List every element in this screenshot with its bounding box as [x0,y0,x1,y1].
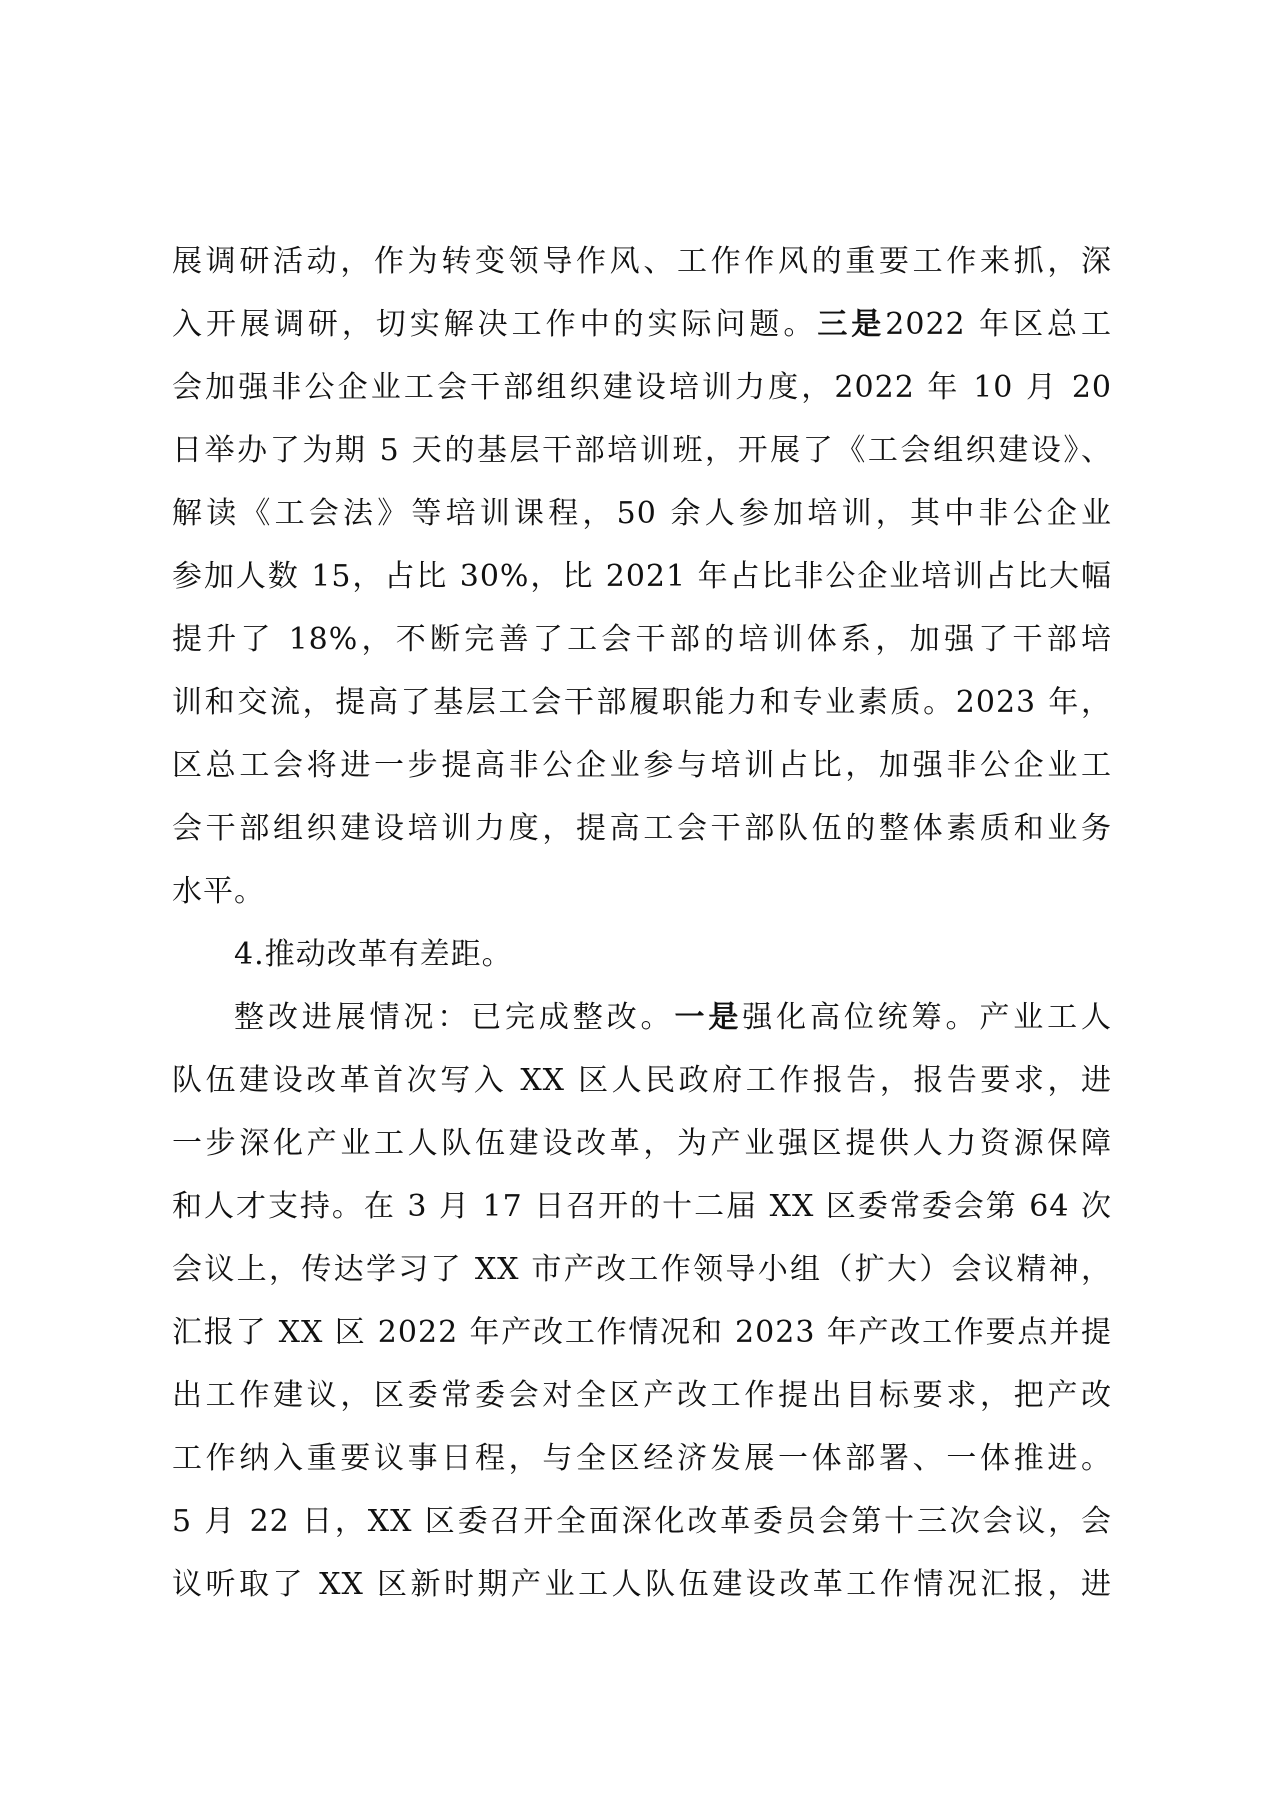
text-line: 会干部组织建设培训力度，提高工会干部队伍的整体素质和业务 [172,811,1112,846]
emphasis-san-shi: 三是 [817,307,886,342]
text-line: 会议上，传达学习了 XX 市产改工作领导小组（扩大）会议精神， [172,1252,1112,1287]
text-line: 水平。 [172,874,265,909]
document-body [172,230,1112,1616]
text-line: 会加强非公企业工会干部组织建设培训力度，2022 年 10 月 20 [172,370,1112,405]
text-line: 汇报了 XX 区 2022 年产改工作情况和 2023 年产改工作要点并提 [172,1315,1112,1350]
text-line: 工作纳入重要议事日程，与全区经济发展一体部署、一体推进。 [172,1441,1112,1476]
text-line: 队伍建设改革首次写入 XX 区人民政府工作报告，报告要求，进 [172,1063,1112,1098]
text-segment: 2022 年区总工 [885,307,1112,342]
text-line: 5 月 22 日，XX 区委召开全面深化改革委员会第十三次会议，会 [172,1504,1112,1539]
text-segment: 入开展调研，切实解决工作中的实际问题。 [172,307,818,342]
text-line: 出工作建议，区委常委会对全区产改工作提出目标要求，把产改 [172,1378,1112,1413]
text-line: 一步深化产业工人队伍建设改革，为产业强区提供人力资源保障 [172,1126,1112,1161]
section-heading-4: 4.推动改革有差距。 [234,937,513,972]
text-segment: 强化高位统筹。产业工人 [742,1000,1112,1035]
text-line: 解读《工会法》等培训课程，50 余人参加培训，其中非公企业 [172,496,1112,531]
text-line [172,293,1112,356]
text-line: 展调研活动，作为转变领导作风、工作作风的重要工作来抓，深 [172,244,1112,279]
emphasis-yi-shi: 一是 [674,1000,743,1035]
text-line: 和人才支持。在 3 月 17 日召开的十二届 XX 区委常委会第 64 次 [172,1189,1112,1224]
text-line: 参加人数 15，占比 30%，比 2021 年占比非公企业培训占比大幅 [172,559,1112,594]
text-line: 区总工会将进一步提高非公企业参与培训占比，加强非公企业工 [172,748,1112,783]
text-line: 议听取了 XX 区新时期产业工人队伍建设改革工作情况汇报，进 [172,1567,1112,1602]
text-line: 日举办了为期 5 天的基层干部培训班，开展了《工会组织建设》、 [172,433,1112,468]
text-line [172,986,1112,1049]
text-segment: 整改进展情况：已完成整改。 [234,1000,675,1035]
text-line: 训和交流，提高了基层工会干部履职能力和专业素质。2023 年， [172,685,1112,720]
text-line: 提升了 18%，不断完善了工会干部的培训体系，加强了干部培 [172,622,1112,657]
